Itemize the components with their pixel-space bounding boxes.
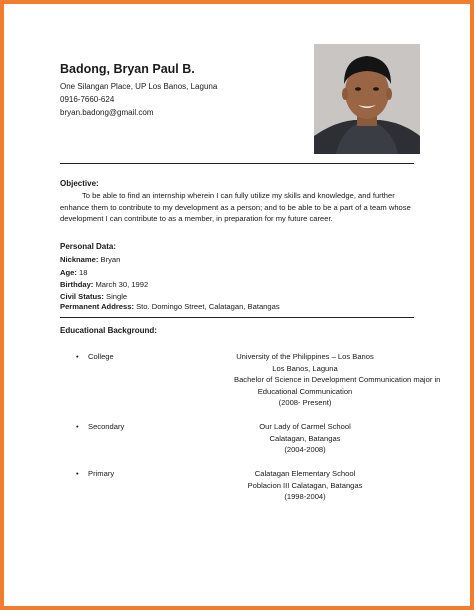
education-level: Primary (88, 469, 115, 478)
profile-photo (314, 44, 420, 154)
personal-data-heading: Personal Data: (60, 242, 117, 251)
objective-heading: Objective: (60, 179, 99, 188)
personal-nickname: Nickname: Bryan (60, 255, 121, 264)
personal-address: Permanent Address: Sto. Domingo Street, Calatagan, Batangas (60, 302, 280, 311)
personal-age: Age: 18 (60, 268, 88, 277)
list-bullet: • (76, 352, 79, 361)
phone-number: 0916-7660-624 (60, 95, 115, 104)
school-details: University of the Philippines – Los Banos Los Banos, Laguna Bachelor of Science in Development Communication major in Educational Communication (2008- Present) (234, 352, 441, 408)
applicant-name: Badong, Bryan Paul B. (60, 62, 195, 76)
objective-text: To be able to find an internship wherein I can fully utilize my skills and knowledge, and further enhance them to contribute to my development as a person; and to be able to be a part of a team whose development I can contribute to as a member, in preparation for my future career. (60, 191, 411, 223)
school-details: Our Lady of Carmel School Calatagan, Batangas (2004-2008) (259, 422, 351, 455)
section-divider (60, 317, 414, 318)
email-address: bryan.badong@gmail.com (60, 108, 154, 117)
education-level: Secondary (88, 422, 125, 431)
personal-civil-status: Civil Status: Single (60, 292, 128, 301)
resume-page (4, 4, 470, 606)
section-divider (60, 163, 414, 164)
address: One Silangan Place, UP Los Banos, Laguna (60, 82, 218, 91)
education-heading: Educational Background: (60, 326, 157, 335)
list-bullet: • (76, 422, 79, 431)
education-level: College (88, 352, 114, 361)
school-details: Calatagan Elementary School Poblacion III Calatagan, Batangas (1998-2004) (247, 469, 363, 502)
list-bullet: • (76, 469, 79, 478)
personal-birthday: Birthday: March 30, 1992 (60, 280, 149, 289)
